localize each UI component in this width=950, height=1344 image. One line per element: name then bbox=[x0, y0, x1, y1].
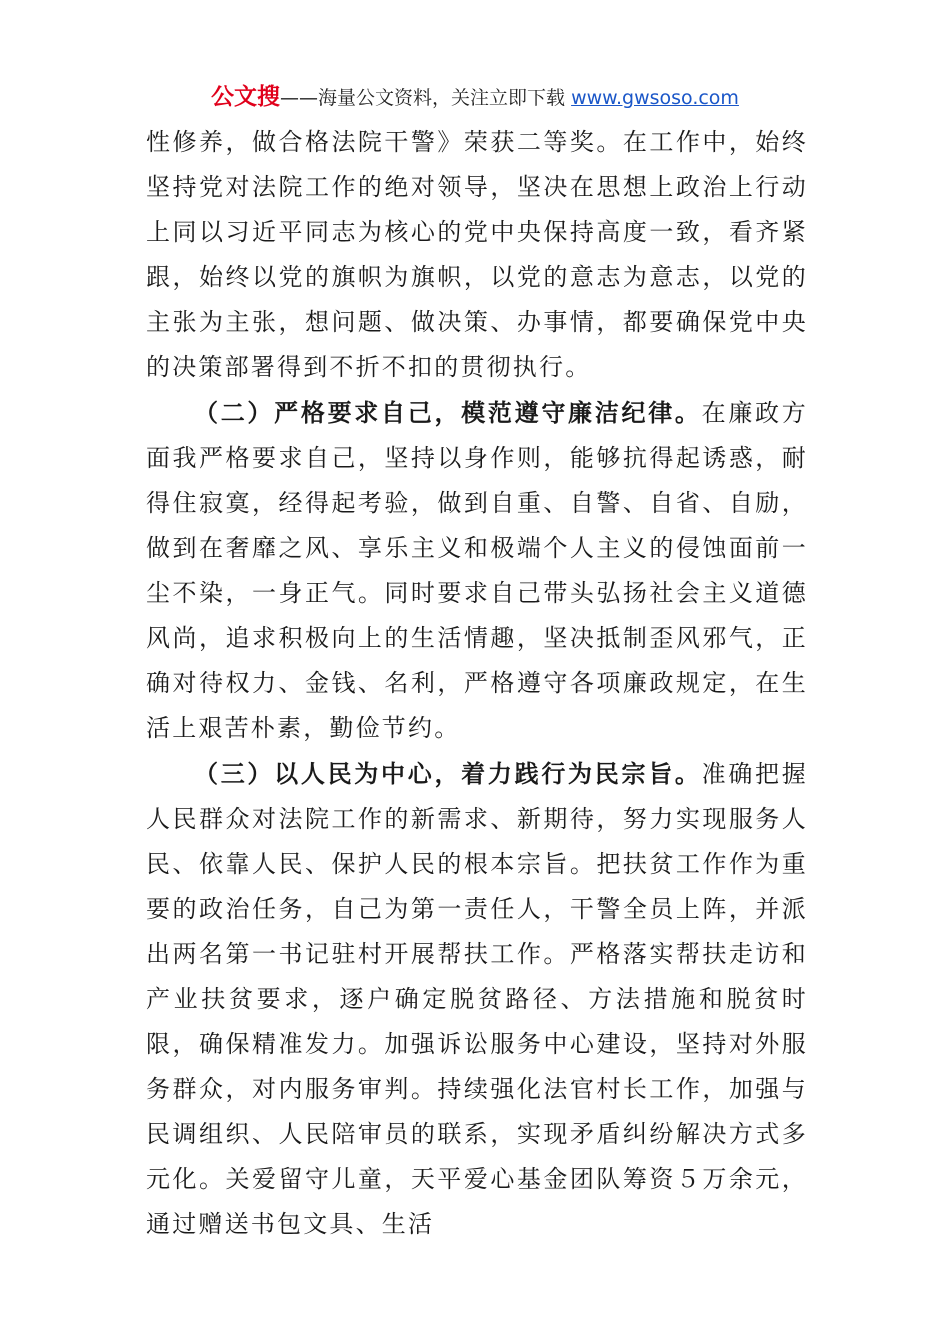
paragraph-text: 准确把握人民群众对法院工作的新需求、新期待，努力实现服务人民、依靠人民、保护人民的根本宗旨。把扶贫工作作为重要的政治任务，自己为第一责任人，干警全员上阵，并派出两名第一书记驻村开展帮扶工作。严格落实帮扶走访和产业扶贫要求，逐户确定脱贫路径、方法措施和脱贫时限，确保精准发力。加强诉讼服务中心建设，坚持对外服务群众，对内服务审判。持续强化法官村长工作，加强与民调组织、人民陪审员的联系，实现矛盾纠纷解决方式多元化。关爱留守儿童，天平爱心基金团队筹资５万余元，通过赠送书包文具、生活 bbox=[146, 760, 808, 1238]
paragraph-integrity bbox=[146, 390, 808, 751]
paragraph-continuation bbox=[146, 120, 808, 390]
document-body bbox=[146, 120, 808, 1247]
paragraph-heading: （三）以人民为中心，着力践行为民宗旨。 bbox=[194, 759, 702, 788]
download-banner bbox=[0, 82, 950, 113]
paragraph-text: 性修养，做合格法院干警》荣获二等奖。在工作中，始终坚持党对法院工作的绝对领导，坚决在思想上政治上行动上同以习近平同志为核心的党中央保持高度一致，看齐紧跟，始终以党的旗帜为旗帜，以党的意志为意志，以党的主张为主张，想问题、做决策、办事情，都要确保党中央的决策部署得到不折不扣的贯彻执行。 bbox=[146, 128, 808, 381]
banner-tagline: ——海量公文资料，关注立即下载 bbox=[280, 87, 566, 109]
brand-logo-text[interactable]: 公文搜 bbox=[211, 84, 281, 110]
paragraph-people-centered bbox=[146, 751, 808, 1247]
paragraph-text: 在廉政方面我严格要求自己，坚持以身作则，能够抗得起诱惑，耐得住寂寞，经得起考验，做到自重、自警、自省、自励，做到在奢靡之风、享乐主义和极端个人主义的侵蚀面前一尘不染，一身正气。同时要求自己带头弘扬社会主义道德风尚，追求积极向上的生活情趣，坚决抵制歪风邪气，正确对待权力、金钱、名利，严格遵守各项廉政规定，在生活上艰苦朴素，勤俭节约。 bbox=[146, 399, 808, 742]
paragraph-heading: （二）严格要求自己，模范遵守廉洁纪律。 bbox=[194, 398, 702, 427]
site-link[interactable]: www.gwsoso.com bbox=[571, 87, 739, 109]
